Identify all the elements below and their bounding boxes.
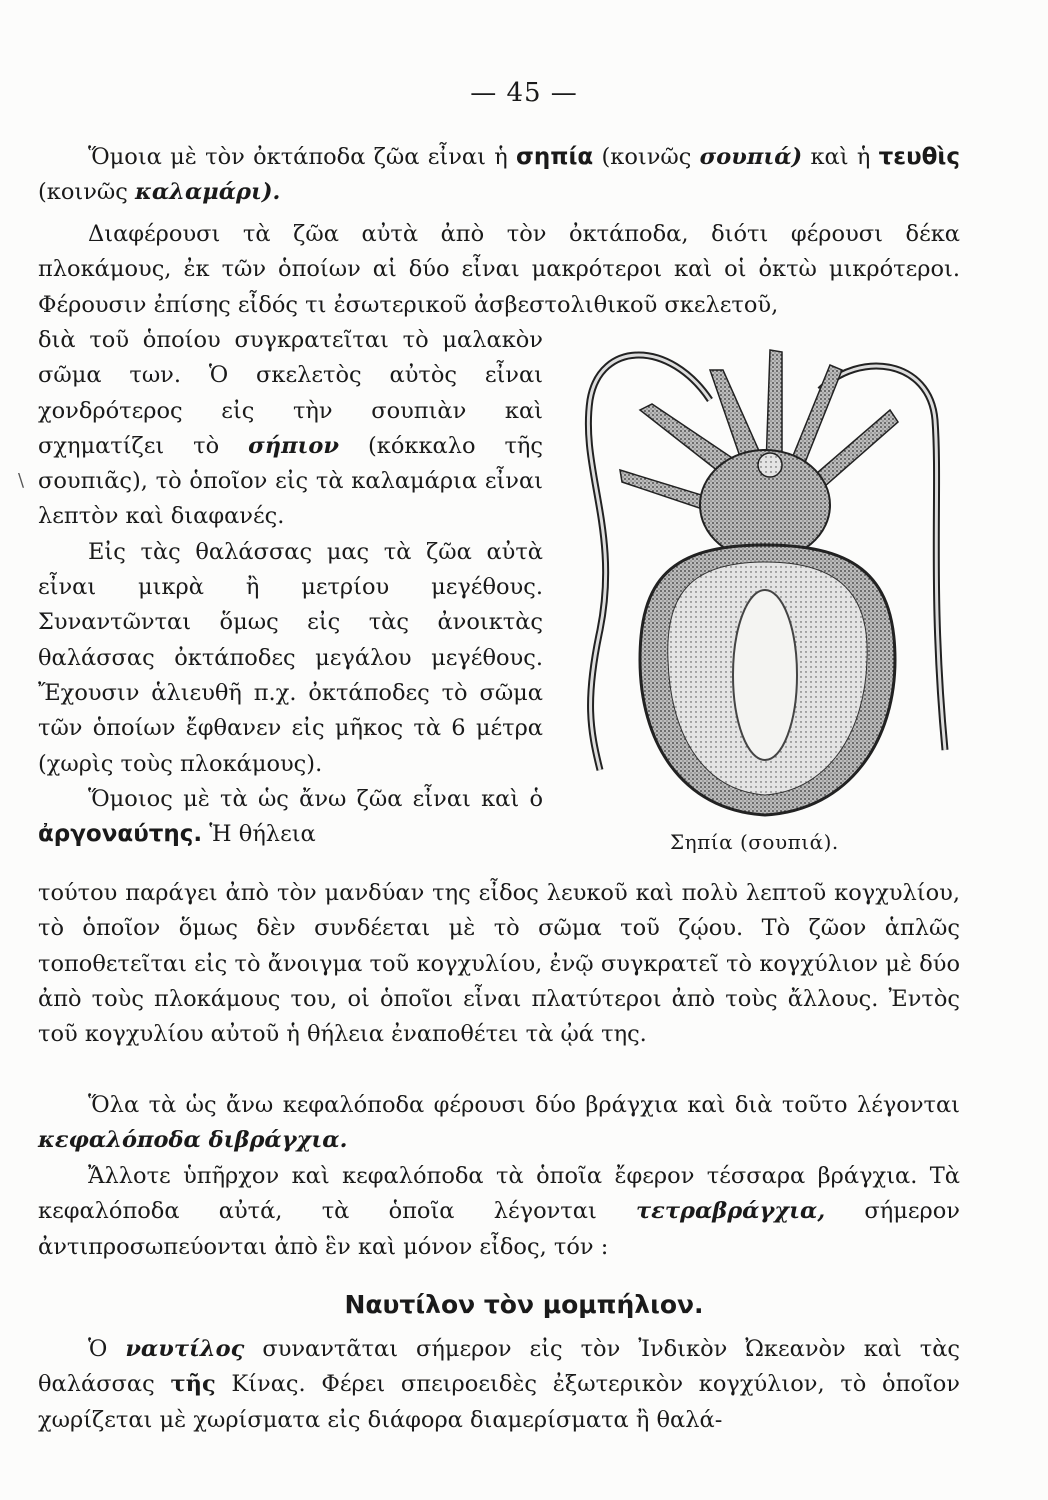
text: διὰ τοῦ ὁποίου συγκρατεῖται τὸ μαλακὸν σῶμα των. Ὁ σκελετὸς αὐτὸς εἶναι χονδρότερος εἰς τὴν σουπιὰν καὶ σχηματίζει τὸ	[38, 327, 543, 459]
text: τῆς	[170, 1371, 216, 1398]
cuttlefish-illustration	[560, 330, 960, 870]
text: συναντᾶται σήμερον εἰς τὸν Ἰνδικὸν Ὠκεανὸν καὶ τὰς θαλάσσας	[38, 1336, 960, 1398]
text: Ὅμοιος μὲ τὰ ὡς ἄνω ζῶα εἶναι καὶ ὁ	[88, 785, 543, 812]
section-heading: Ναυτίλον τὸν μομπήλιον.	[344, 1290, 704, 1319]
paragraph-differences	[38, 217, 960, 323]
term-teuthis: τευθὶς	[878, 144, 961, 170]
text: Ὅμοια μὲ τὸν ὀκτάποδα ζῶα εἶναι ἡ	[88, 144, 516, 170]
margin-mark: \	[18, 470, 25, 491]
text: Κίνας. Φέρει σπειροειδὲς ἐξωτερικὸν κογχύλιον, τὸ ὁποῖον χωρίζεται μὲ χωρίσματα εἰς διάφορα διαμερίσματα ἢ θαλά-	[38, 1371, 960, 1433]
text: Ἄλλοτε ὑπῆρχον καὶ κεφαλόποδα τὰ ὁποῖα ἔφερον τέσσαρα βράγχια. Τὰ κεφαλόποδα αὐτά, τὰ ὁποῖα λέγονται	[38, 1163, 960, 1225]
paragraph-size: Εἰς τὰς θαλάσσας μας τὰ ζῶα αὐτὰ εἶναι μικρὰ ἢ μετρίου μεγέθους. Συναντῶνται ὅμως εἰς τὰς ἀνοικτὰς θαλάσσας ὀκτάποδες μεγάλου μεγέθους. Ἔχουσιν ἁλιευθῆ π.χ. ὀκτάποδες τὸ σῶμα τῶν ὁποίων ἔφθανεν εἰς μῆκος τὰ 6 μέτρα (χωρὶς τοὺς πλοκάμους).	[38, 538, 543, 777]
figure-caption: Σηπία (σουπιά).	[670, 830, 839, 854]
text: Ὅλα τὰ ὡς ἄνω κεφαλόποδα φέρουσι δύο βράγχια καὶ διὰ τοῦτο λέγονται	[88, 1092, 960, 1118]
page-number: — 45 —	[470, 78, 578, 108]
text: (κοινῶς	[593, 144, 700, 170]
paragraph-skeleton	[38, 323, 543, 852]
term-nautilos: ναυτίλος	[125, 1336, 245, 1362]
term-argonautis: ἀργοναύτης.	[38, 821, 203, 848]
text: σήμερον ἀντιπροσωπεύονται ἀπὸ ἓν καὶ μόνον εἶδος, τόν :	[38, 1198, 960, 1260]
text: Ὁ	[88, 1336, 126, 1362]
paragraph-argonaut	[38, 876, 960, 1052]
text: (κοινῶς	[38, 179, 135, 206]
term-dibranchia: κεφαλόποδα διβράγχια.	[38, 1127, 348, 1154]
paragraph-dibranchia	[38, 1088, 960, 1159]
text: Ἡ θήλεια	[202, 821, 316, 848]
cuttlefish-icon	[560, 330, 960, 830]
text: Διαφέρουσι τὰ ζῶα αὐτὰ ἀπὸ τὸν ὀκτάποδα, διότι φέρουσι δέκα πλοκάμους, ἐκ τῶν ὁποίων αἱ δύο εἶναι μακρότεροι καὶ οἱ ὀκτὼ μικρότεροι. Φέρουσιν ἐπίσης εἶδός τι ἐσωτερικοῦ ἀσβεστολιθικοῦ σκελετοῦ,	[38, 221, 960, 318]
term-kalamari: καλαμάρι).	[135, 179, 281, 206]
term-sepia: σηπία	[515, 144, 594, 170]
term-soupia: σουπιά)	[699, 144, 803, 170]
text: (κόκκαλο τῆς σουπιᾶς), τὸ ὁποῖον εἰς τὰ καλαμάρια εἶναι λεπτὸν καὶ διαφανές.	[38, 432, 543, 530]
term-sepion: σήπιον	[248, 432, 340, 459]
paragraph-intro	[38, 140, 960, 211]
term-tetrabranchia: τετραβράγχια,	[636, 1198, 826, 1225]
paragraph-tetrabranchia	[38, 1159, 960, 1265]
text: τούτου παράγει ἀπὸ τὸν μανδύαν της εἶδος λευκοῦ καὶ πολὺ λεπτοῦ κογχυλίου, τὸ ὁποῖον ὅμως δὲν συνδέεται μὲ τὸ σῶμα τοῦ ζῴου. Τὸ ζῶον ἁπλῶς τοποθετεῖται εἰς τὸ ἄνοιγμα τοῦ κογχυλίου, ἐνῷ συγκρατεῖ τὸ κογχύλιον μὲ δύο ἀπὸ τοὺς πλοκάμους του, οἱ ὁποῖοι εἶναι πλατύτεροι ἀπὸ τοὺς ἄλλους. Ἐντὸς τοῦ κογχυλίου αὐτοῦ ἡ θήλεια ἐναποθέτει τὰ ᾠά της.	[38, 880, 960, 1048]
paragraph-nautilus	[38, 1332, 960, 1438]
text: καὶ ἡ	[802, 144, 879, 170]
